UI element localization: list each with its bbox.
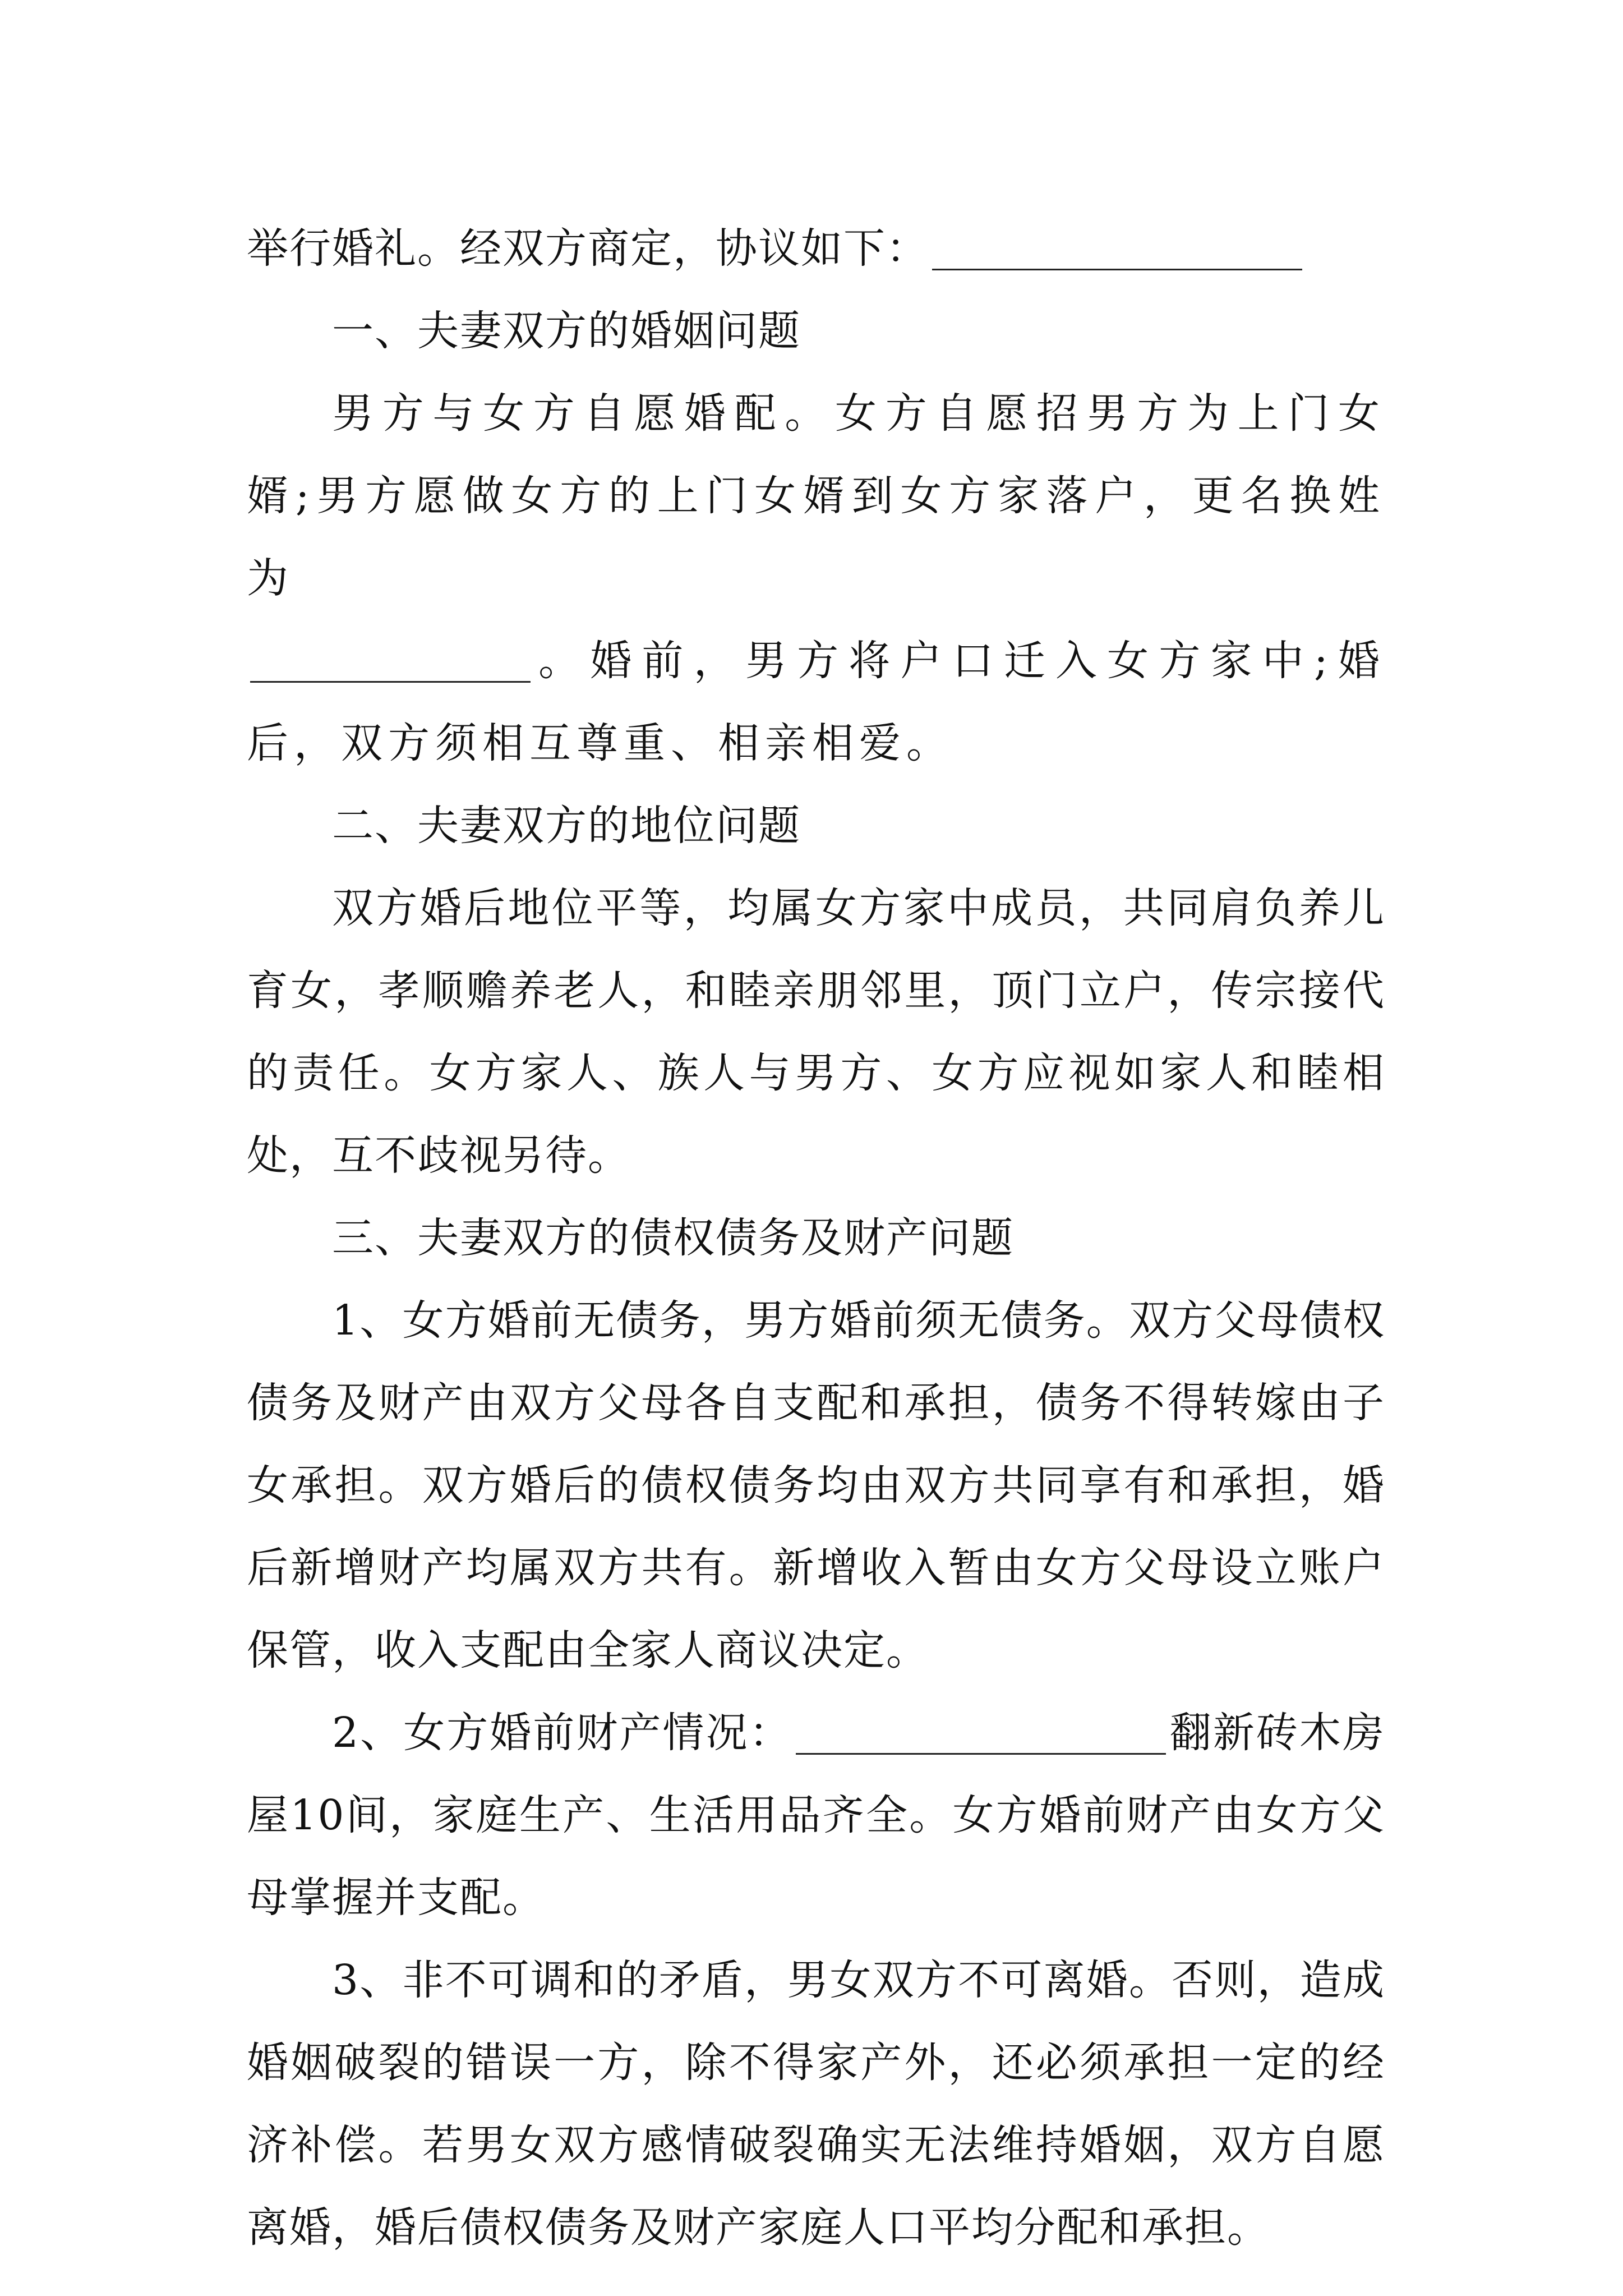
blank-line-agreement: [932, 227, 1302, 270]
debts-paragraph-1: 1、女方婚前无债务，男方婚前须无债务。双方父母债权债务及财产由双方父母各自支配和承担，债务不得转嫁由子女承担。双方婚后的债权债务均由双方共同享有和承担，婚后新增财产均属双方共有。新增收入暂由女方父母设立账户保管，收入支配由全家人商议决定。: [247, 1296, 1385, 1674]
property-text-b: 翻新砖木房屋10间，家庭生产、生活用品齐全。女方婚前财产由女方父母掌握并支配。: [247, 1709, 1385, 1922]
document-body: [247, 208, 1385, 2269]
blank-line-property: [796, 1711, 1166, 1755]
intro-text: 举行婚礼。经双方商定，协议如下：: [247, 224, 929, 273]
section-heading-2: 二、夫妻双方的地位问题: [332, 802, 801, 850]
marriage-text-a: 男方与女方自愿婚配。女方自愿招男方为上门女婿;男方愿做女方的上门女婿到女方家落户，更名换姓为: [247, 389, 1385, 602]
section-heading-3: 三、夫妻双方的债权债务及财产问题: [332, 1214, 1014, 1262]
property-text-a: 2、女方婚前财产情况：: [332, 1709, 792, 1757]
intro-paragraph: [247, 208, 1385, 290]
section-heading-1: 一、夫妻双方的婚姻问题: [332, 307, 801, 355]
debts-paragraph-2: [247, 1692, 1385, 1939]
marriage-text-b: 。婚前，男方将户口迁入女方家中;婚后，双方须相互尊重、相亲相爱。: [247, 637, 1385, 767]
marriage-paragraph: [247, 372, 1385, 785]
status-paragraph: 双方婚后地位平等，均属女方家中成员，共同肩负养儿育女，孝顺赡养老人，和睦亲朋邻里，顶门立户，传宗接代的责任。女方家人、族人与男方、女方应视如家人和睦相处，互不歧视另待。: [247, 884, 1385, 1180]
blank-line-new-name: [250, 639, 531, 683]
debts-paragraph-3: 3、非不可调和的矛盾，男女双方不可离婚。否则，造成婚姻破裂的错误一方，除不得家产外，还必须承担一定的经济补偿。若男女双方感情破裂确实无法维持婚姻，双方自愿离婚，婚后债权债务及财产家庭人口平均分配和承担。: [247, 1956, 1385, 2252]
